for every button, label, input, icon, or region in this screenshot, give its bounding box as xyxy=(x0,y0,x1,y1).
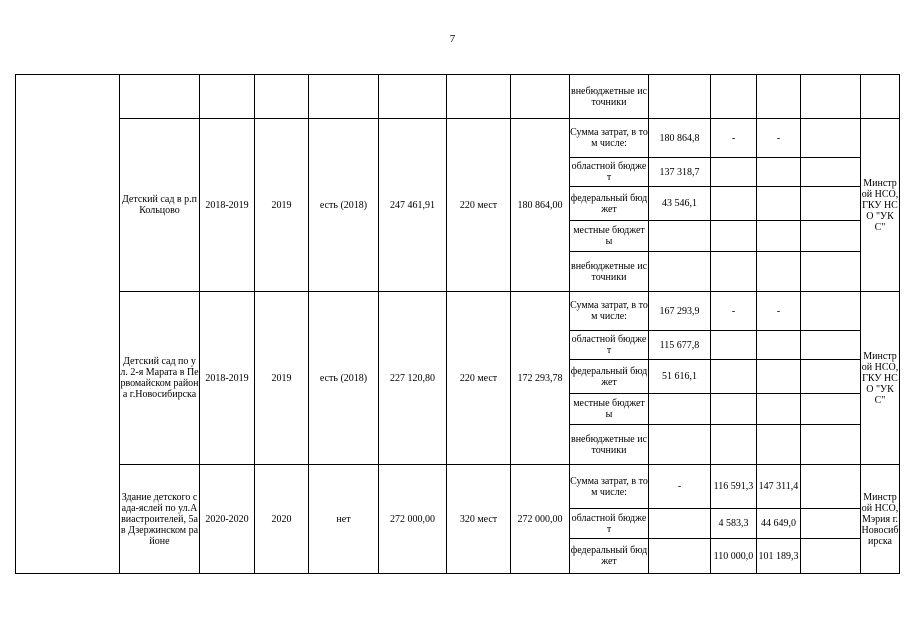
value-year-3: 147 311,4 xyxy=(757,465,801,509)
value-year-3: - xyxy=(757,292,801,331)
value-year-1: 167 293,9 xyxy=(649,292,711,331)
project-name: Детский сад в р.п Кольцово xyxy=(120,119,200,292)
empty-cell xyxy=(801,360,861,394)
empty-cell xyxy=(801,187,861,221)
source-label: областной бюджет xyxy=(570,158,649,187)
outer-column-cell xyxy=(16,75,120,574)
project-cost: 247 461,91 xyxy=(379,119,447,292)
project-total: 172 293,78 xyxy=(511,292,570,465)
value-year-2 xyxy=(711,221,757,252)
value-year-1 xyxy=(649,394,711,425)
empty-cell xyxy=(649,75,711,119)
value-year-3 xyxy=(757,187,801,221)
value-year-1 xyxy=(649,221,711,252)
source-label: Сумма затрат, в том числе: xyxy=(570,292,649,331)
source-label: местные бюджеты xyxy=(570,221,649,252)
value-year-3 xyxy=(757,158,801,187)
project-year: 2019 xyxy=(255,292,309,465)
empty-cell xyxy=(309,75,379,119)
value-year-2: 4 583,3 xyxy=(711,509,757,539)
project-executor: Минстрой НСО, ГКУ НСО "УКС" xyxy=(861,119,900,292)
empty-cell xyxy=(801,465,861,509)
value-year-2: 110 000,0 xyxy=(711,539,757,574)
table-row xyxy=(16,119,900,158)
value-year-1: 115 677,8 xyxy=(649,331,711,360)
project-executor: Минстрой НСО, ГКУ НСО "УКС" xyxy=(861,292,900,465)
empty-cell xyxy=(801,292,861,331)
value-year-3 xyxy=(757,360,801,394)
value-year-1: - xyxy=(649,465,711,509)
project-psd: нет xyxy=(309,465,379,574)
project-cost: 227 120,80 xyxy=(379,292,447,465)
project-cost: 272 000,00 xyxy=(379,465,447,574)
project-name: Здание детского сада-яслей по ул.Авиастроителей, 5а в Дзержинском районе xyxy=(120,465,200,574)
source-label: Сумма затрат, в том числе: xyxy=(570,119,649,158)
value-year-1 xyxy=(649,425,711,465)
empty-cell xyxy=(861,75,900,119)
source-label: федеральный бюджет xyxy=(570,360,649,394)
value-year-3 xyxy=(757,331,801,360)
project-capacity: 220 мест xyxy=(447,292,511,465)
empty-cell xyxy=(379,75,447,119)
page-number: 7 xyxy=(449,33,456,45)
source-label: областной бюджет xyxy=(570,331,649,360)
source-label: областной бюджет xyxy=(570,509,649,539)
empty-cell xyxy=(801,509,861,539)
table-row xyxy=(16,292,900,331)
project-total: 272 000,00 xyxy=(511,465,570,574)
value-year-2: - xyxy=(711,119,757,158)
value-year-1 xyxy=(649,539,711,574)
source-label: Сумма затрат, в том числе: xyxy=(570,465,649,509)
program-table xyxy=(15,74,900,574)
empty-cell xyxy=(801,75,861,119)
table-row xyxy=(16,465,900,509)
source-label: федеральный бюджет xyxy=(570,539,649,574)
value-year-1: 137 318,7 xyxy=(649,158,711,187)
source-label: внебюджетные источники xyxy=(570,425,649,465)
value-year-2 xyxy=(711,360,757,394)
empty-cell xyxy=(757,75,801,119)
value-year-2 xyxy=(711,425,757,465)
empty-cell xyxy=(801,425,861,465)
value-year-3 xyxy=(757,252,801,292)
empty-cell xyxy=(801,331,861,360)
source-label: местные бюджеты xyxy=(570,394,649,425)
empty-cell xyxy=(447,75,511,119)
empty-cell xyxy=(801,119,861,158)
project-name: Детский сад по ул. 2-я Марата в Первомайском района г.Новосибирска xyxy=(120,292,200,465)
project-year: 2019 xyxy=(255,119,309,292)
value-year-3 xyxy=(757,394,801,425)
project-psd: есть (2018) xyxy=(309,292,379,465)
value-year-2: 116 591,3 xyxy=(711,465,757,509)
empty-cell xyxy=(801,252,861,292)
project-executor: Минстрой НСО, Мэрия г.Новосибирска xyxy=(861,465,900,574)
empty-cell xyxy=(120,75,200,119)
project-period: 2018-2019 xyxy=(200,292,255,465)
project-capacity: 320 мест xyxy=(447,465,511,574)
source-label: внебюджетные источники xyxy=(570,252,649,292)
value-year-2 xyxy=(711,331,757,360)
project-psd: есть (2018) xyxy=(309,119,379,292)
project-capacity: 220 мест xyxy=(447,119,511,292)
empty-cell xyxy=(801,221,861,252)
value-year-1 xyxy=(649,509,711,539)
value-year-1: 51 616,1 xyxy=(649,360,711,394)
source-label: федеральный бюджет xyxy=(570,187,649,221)
project-total: 180 864,00 xyxy=(511,119,570,292)
value-year-3: 101 189,3 xyxy=(757,539,801,574)
value-year-1: 180 864,8 xyxy=(649,119,711,158)
value-year-2 xyxy=(711,187,757,221)
project-period: 2018-2019 xyxy=(200,119,255,292)
value-year-3: 44 649,0 xyxy=(757,509,801,539)
value-year-3 xyxy=(757,221,801,252)
empty-cell xyxy=(711,75,757,119)
value-year-2 xyxy=(711,394,757,425)
value-year-2: - xyxy=(711,292,757,331)
value-year-2 xyxy=(711,252,757,292)
value-year-3: - xyxy=(757,119,801,158)
empty-cell xyxy=(255,75,309,119)
project-year: 2020 xyxy=(255,465,309,574)
source-label: внебюджетные источники xyxy=(570,75,649,119)
value-year-1 xyxy=(649,252,711,292)
empty-cell xyxy=(200,75,255,119)
value-year-1: 43 546,1 xyxy=(649,187,711,221)
value-year-3 xyxy=(757,425,801,465)
empty-cell xyxy=(801,158,861,187)
empty-cell xyxy=(801,394,861,425)
value-year-2 xyxy=(711,158,757,187)
empty-cell xyxy=(511,75,570,119)
empty-cell xyxy=(801,539,861,574)
project-period: 2020-2020 xyxy=(200,465,255,574)
